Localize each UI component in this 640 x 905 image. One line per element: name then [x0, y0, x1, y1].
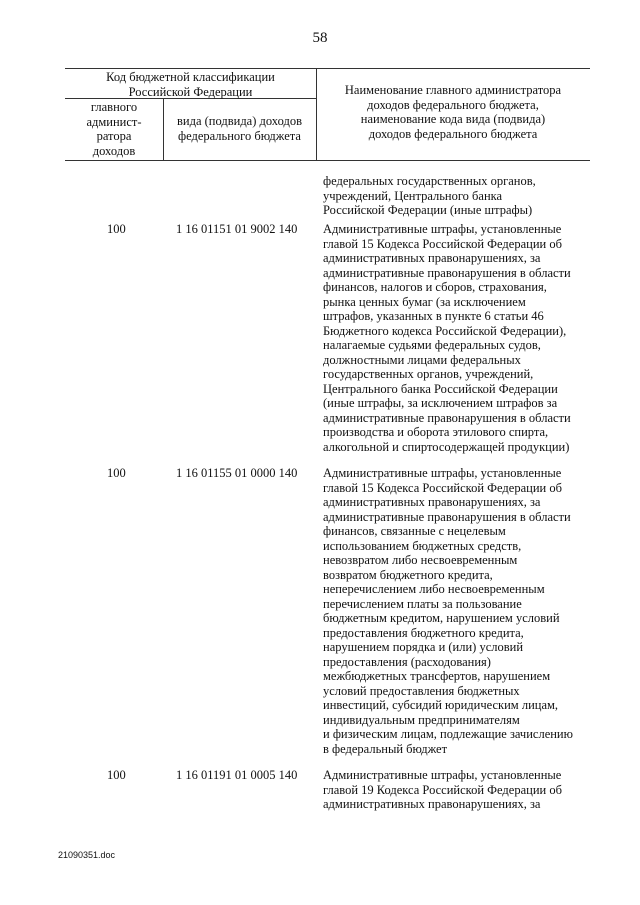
page-number: 58 [312, 30, 328, 46]
header-name-column: Наименование главного администратора доходов федерального бюджета, наименование кода вида (подвида) доходов федерального бюджета [344, 83, 562, 141]
row-kbk-code: 1 16 01151 01 9002 140 [176, 222, 298, 236]
header-top-rule [65, 68, 590, 69]
header-bottom-rule [65, 160, 590, 161]
header-kbk-title: Код бюджетной классификации Российской Федерации [106, 70, 275, 99]
continued-description: федеральных государственных органов, учреждений, Центрального банка Российской Федерации (иные штрафы) [323, 174, 536, 217]
header-admin-column: главного админист- ратора доходов [86, 100, 142, 158]
row-description: Административные штрафы, установленные главой 15 Кодекса Российской Федерации об административных правонарушениях, за административные правонарушения в области финансов, налогов и сборов, страхования, рынка ценных бумаг (за исключением штрафов, указанных в пункте 6 статьи 46 Бюджетного кодекса Российской Федерации), налагаемые судьями федеральных судов, должностными лицами федеральных государственных органов, учреждений, Центрального банка Российской Федерации (иные штрафы, за исключением штрафов за административные правонарушения в области производства и оборота этилового спирта, алкогольной и спиртосодержащей продукции) [323, 222, 571, 454]
row-description: Административные штрафы, установленные главой 19 Кодекса Российской Федерации об административных правонарушениях, за [323, 768, 562, 811]
row-admin-code: 100 [107, 222, 126, 236]
header-kind-column: вида (подвида) доходов федерального бюджета [177, 114, 302, 143]
row-kbk-code: 1 16 01155 01 0000 140 [176, 466, 298, 480]
document-filename: 21090351.doc [58, 850, 116, 860]
row-kbk-code: 1 16 01191 01 0005 140 [176, 768, 298, 782]
row-admin-code: 100 [107, 466, 126, 480]
row-admin-code: 100 [107, 768, 126, 782]
row-description: Административные штрафы, установленные главой 15 Кодекса Российской Федерации об административных правонарушениях, за административные правонарушения в области финансов, связанные с нецелевым использованием бюджетных средств, невозвратом либо несвоевременным возвратом бюджетного кредита, неперечислением либо несвоевременным перечислением платы за пользование бюджетным кредитом, нарушением условий предоставления бюджетного кредита, нарушением порядка и (или) условий предоставления (расходования) межбюджетных трансфертов, нарушением условий предоставления бюджетных инвестиций, субсидий юридическим лицам, индивидуальным предпринимателям и физическим лицам, подлежащие зачислению в федеральный бюджет [323, 466, 573, 756]
